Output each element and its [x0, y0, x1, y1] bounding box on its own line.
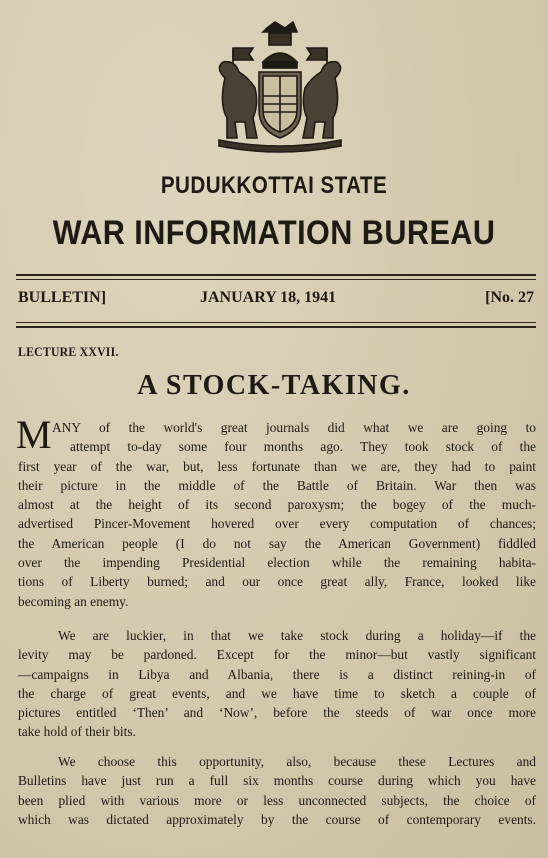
- text-line: pictures entitled ‘Then’ and ‘Now’, before the steeds of war once more: [18, 705, 536, 721]
- article-headline: A STOCK-TAKING.: [137, 370, 411, 401]
- bulletin-label: BULLETIN]: [18, 289, 107, 306]
- bottom-thin-rule: [16, 322, 536, 323]
- top-thin-rule: [16, 279, 536, 280]
- text-line: Bulletins have just run a full six months course during which you have: [18, 773, 536, 789]
- state-crest-emblem: [205, 18, 355, 160]
- text-line: first year of the war, but, less fortunate than we are, they had to paint: [18, 458, 536, 474]
- text-line: almost at the height of its second paroxysm; the bogey of the much-: [18, 497, 536, 513]
- bulletin-info-row: [18, 289, 536, 313]
- top-double-rule: [16, 274, 536, 276]
- paragraph-3: [18, 752, 536, 829]
- text-line: advertised Pincer-Movement hovered over every computation of chances;: [18, 516, 536, 532]
- text-line: been plied with various more or less unconnected subjects, the choice of: [18, 792, 536, 808]
- bureau-title: WAR INFORMATION BUREAU: [52, 214, 496, 252]
- bulletin-date: JANUARY 18, 1941: [200, 289, 337, 306]
- text-line: —campaigns in Libya and Albania, there is a distinct reining-in of: [18, 666, 536, 682]
- text-line: their picture in the middle of the Battle of Britain. War then was: [18, 477, 536, 493]
- bulletin-number: [No. 27: [485, 289, 534, 306]
- bottom-double-rule: [16, 326, 536, 328]
- text-line: We choose this opportunity, also, because these Lectures and: [58, 754, 536, 769]
- paragraph-1: [16, 412, 536, 611]
- text-line: the charge of great events, and we have time to sketch a couple of: [18, 685, 536, 701]
- text-line: becoming an enemy.: [18, 593, 129, 609]
- text-line: tions of Liberty burned; and our once great ally, France, looked like: [18, 574, 536, 590]
- paragraph-2: [18, 626, 536, 742]
- text-line: take hold of their bits.: [18, 724, 136, 740]
- text-line: levity may be pardoned. Except for the minor—but vastly significant: [18, 647, 536, 663]
- text-line: over the impending Presidential election while the remaining habita-: [18, 555, 536, 571]
- text-line: attempt to-day some four months ago. They took stock of the: [70, 439, 536, 455]
- lecture-number: LECTURE XXVII.: [18, 344, 119, 359]
- text-line: We are luckier, in that we take stock during a holiday—if the: [58, 628, 536, 643]
- text-line: which was dictated approximately by the course of contemporary events.: [18, 811, 536, 827]
- text-line: the American people (I do not say the American Government) fiddled: [18, 535, 536, 551]
- drop-cap: M: [16, 412, 52, 457]
- text-line: ANY of the world's great journals did what we are going to: [52, 420, 536, 435]
- state-title: PUDUKKOTTAI STATE: [160, 172, 388, 199]
